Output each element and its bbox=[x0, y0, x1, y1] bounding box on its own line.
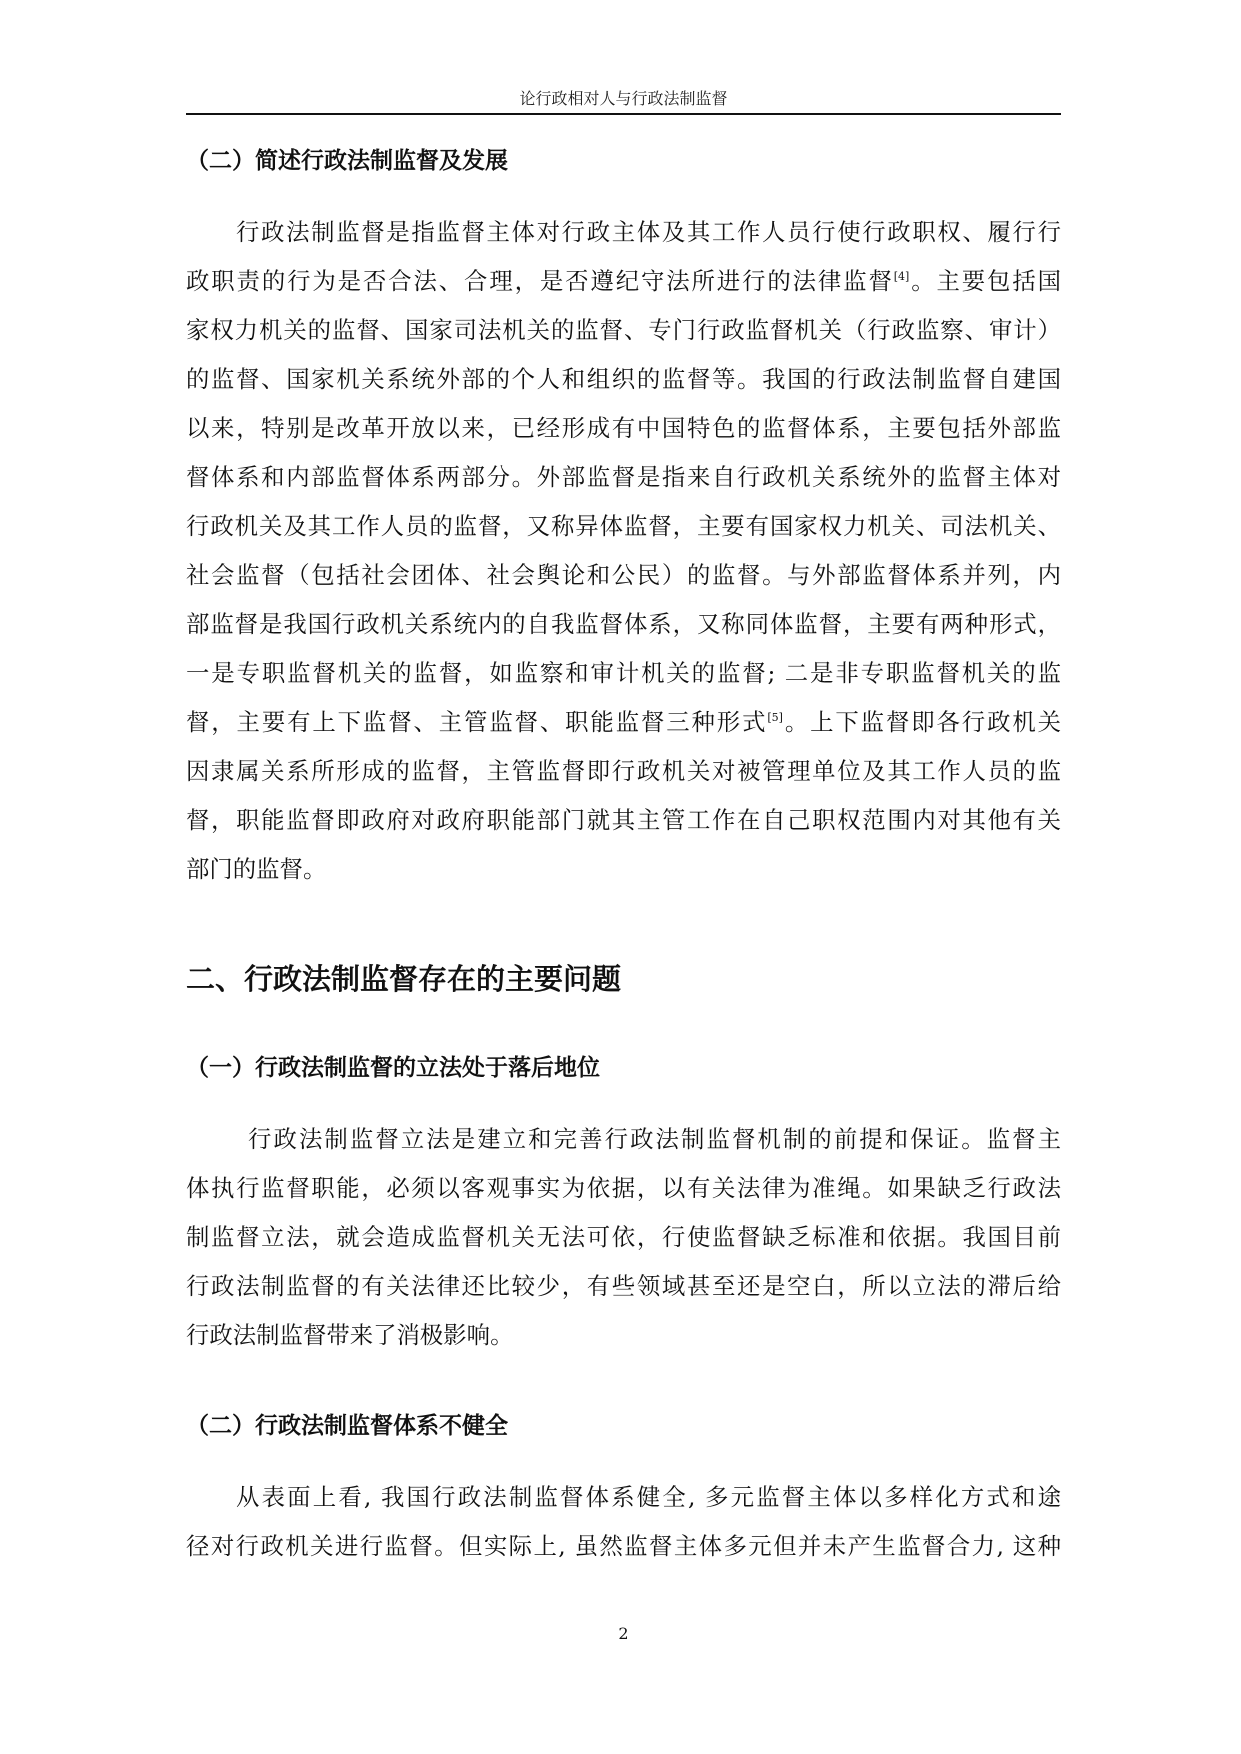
paragraph-line: 径对行政机关进行监督。但实际上, 虽然监督主体多元但并未产生监督合力, 这种 bbox=[186, 1532, 1061, 1560]
paragraph-line: 督体系和内部监督体系两部分。外部监督是指来自行政机关系统外的监督主体对 bbox=[186, 463, 1061, 491]
section-heading-2-1: （一）行政法制监督的立法处于落后地位 bbox=[186, 1055, 600, 1081]
paragraph-line bbox=[186, 698, 1061, 747]
page-number: 2 bbox=[618, 1624, 629, 1643]
paragraph-line: 以来，特别是改革开放以来，已经形成有中国特色的监督体系，主要包括外部监 bbox=[186, 414, 1061, 442]
header-rule bbox=[186, 113, 1061, 115]
paragraph-line: 一是专职监督机关的监督，如监察和审计机关的监督; 二是非专职监督机关的监 bbox=[186, 659, 1061, 687]
section-heading-2-2: （二）行政法制监督体系不健全 bbox=[186, 1413, 508, 1439]
paragraph-line: 行政法制监督的有关法律还比较少，有些领域甚至还是空白，所以立法的滞后给 bbox=[186, 1272, 1061, 1300]
paragraph-line: 体执行监督职能，必须以客观事实为依据，以有关法律为准绳。如果缺乏行政法 bbox=[186, 1174, 1061, 1202]
line-text: 。上下监督即各行政机关 bbox=[782, 708, 1061, 736]
paragraph-line: 因隶属关系所形成的监督，主管监督即行政机关对被管理单位及其工作人员的监 bbox=[186, 757, 1061, 785]
paragraph-line: 部监督是我国行政机关系统内的自我监督体系，又称同体监督，主要有两种形式， bbox=[186, 610, 1061, 638]
running-header: 论行政相对人与行政法制监督 bbox=[519, 89, 728, 108]
paragraph-line: 行政法制监督立法是建立和完善行政法制监督机制的前提和保证。监督主 bbox=[248, 1125, 1061, 1153]
paragraph-line: 督，职能监督即政府对政府职能部门就其主管工作在自己职权范围内对其他有关 bbox=[186, 806, 1061, 834]
line-text: 政职责的行为是否合法、合理，是否遵纪守法所进行的法律监督 bbox=[186, 267, 894, 295]
paragraph-legislation bbox=[186, 1115, 1061, 1360]
paragraph-line: 社会监督（包括社会团体、社会舆论和公民）的监督。与外部监督体系并列，内 bbox=[186, 561, 1061, 589]
paragraph-line bbox=[186, 257, 1061, 306]
paragraph-line: 的监督、国家机关系统外部的个人和组织的监督等。我国的行政法制监督自建国 bbox=[186, 365, 1061, 393]
paragraph-line: 行政机关及其工作人员的监督，又称异体监督，主要有国家权力机关、司法机关、 bbox=[186, 512, 1061, 540]
citation-marker: [4] bbox=[893, 270, 910, 284]
paragraph-line: 行政法制监督带来了消极影响。 bbox=[186, 1321, 514, 1349]
section-heading-1-2: （二）简述行政法制监督及发展 bbox=[186, 148, 508, 174]
line-text: 督，主要有上下监督、主管监督、职能监督三种形式 bbox=[186, 708, 768, 736]
line-text: 。主要包括国 bbox=[909, 267, 1061, 295]
citation-marker: [5] bbox=[767, 711, 783, 725]
paragraph-supervision-system bbox=[186, 1473, 1061, 1571]
paragraph-supervision-overview bbox=[186, 208, 1061, 894]
paragraph-line: 从表面上看, 我国行政法制监督体系健全, 多元监督主体以多样化方式和途 bbox=[236, 1483, 1061, 1511]
chapter-heading-2: 二、行政法制监督存在的主要问题 bbox=[186, 962, 622, 996]
paragraph-line: 制监督立法，就会造成监督机关无法可依，行使监督缺乏标准和依据。我国目前 bbox=[186, 1223, 1061, 1251]
paragraph-line: 家权力机关的监督、国家司法机关的监督、专门行政监督机关（行政监察、审计） bbox=[186, 316, 1061, 344]
paragraph-line: 部门的监督。 bbox=[186, 855, 327, 883]
paragraph-line: 行政法制监督是指监督主体对行政主体及其工作人员行使行政职权、履行行 bbox=[236, 218, 1061, 246]
